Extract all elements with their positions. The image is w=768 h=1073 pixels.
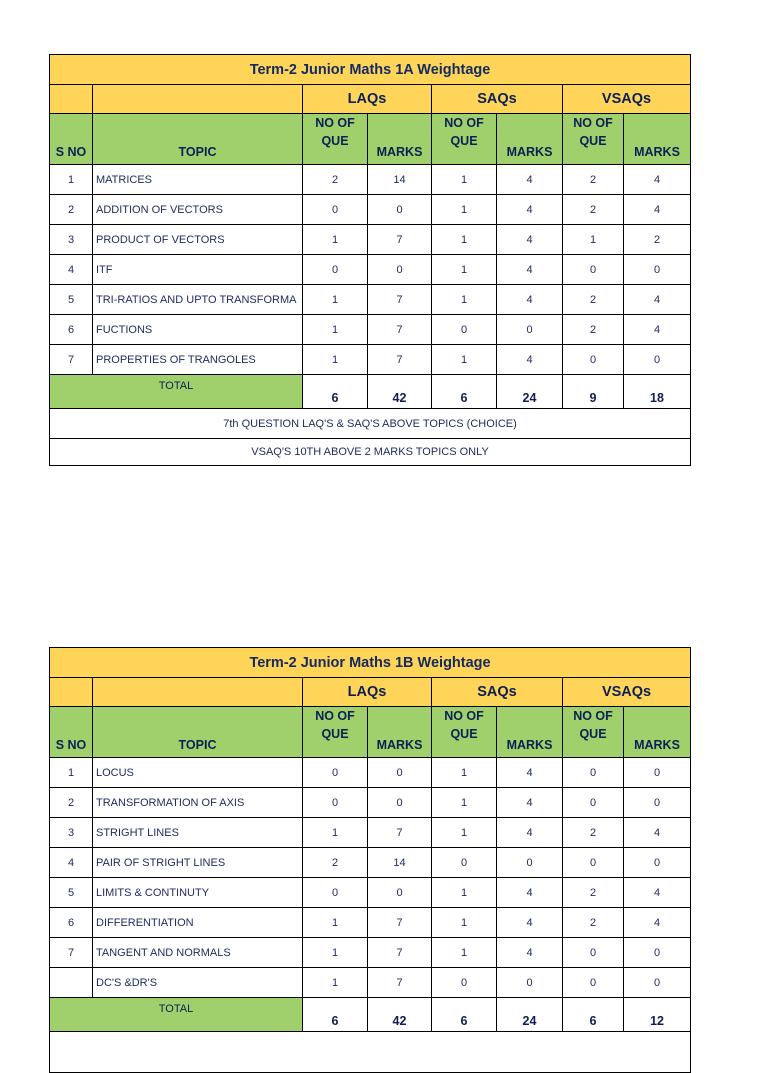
saq-que-cell: 1 xyxy=(432,195,497,225)
vsaq-marks-cell: 0 xyxy=(624,758,691,788)
que-label: QUE xyxy=(579,134,607,148)
laq-que-cell: 1 xyxy=(303,285,368,315)
laq-que-cell: 1 xyxy=(303,345,368,375)
saq-marks-cell: 4 xyxy=(497,345,563,375)
saq-marks-header: MARKS xyxy=(497,707,563,758)
vsaqs-header: VSAQs xyxy=(563,678,691,707)
total-vsaq-marks: 18 xyxy=(624,375,691,409)
total-vsaq-marks: 12 xyxy=(624,998,691,1032)
table-title: Term-2 Junior Maths 1A Weightage xyxy=(50,55,691,85)
laq-marks-cell: 0 xyxy=(368,878,432,908)
vsaq-marks-cell: 2 xyxy=(624,225,691,255)
blank-cell xyxy=(93,678,303,707)
table-row xyxy=(50,255,691,285)
laq-que-cell: 1 xyxy=(303,908,368,938)
sno-cell: 2 xyxy=(50,788,93,818)
saqs-header: SAQs xyxy=(432,85,563,114)
saq-que-cell: 1 xyxy=(432,878,497,908)
no-of-label: NO OF xyxy=(315,116,355,130)
laq-marks-cell: 7 xyxy=(368,908,432,938)
total-saq-marks: 24 xyxy=(497,998,563,1032)
table-row xyxy=(50,165,691,195)
saq-marks-cell: 4 xyxy=(497,225,563,255)
topic-cell: PAIR OF STRIGHT LINES xyxy=(93,848,303,878)
vsaq-marks-cell: 4 xyxy=(624,315,691,345)
table-row xyxy=(50,878,691,908)
table-row xyxy=(50,938,691,968)
saq-que-cell: 1 xyxy=(432,788,497,818)
table-row xyxy=(50,848,691,878)
saq-que-cell: 1 xyxy=(432,255,497,285)
que-label: QUE xyxy=(321,134,349,148)
saq-que-cell: 1 xyxy=(432,938,497,968)
vsaq-que-cell: 2 xyxy=(563,315,624,345)
sno-cell: 6 xyxy=(50,315,93,345)
note-row xyxy=(50,439,691,466)
saq-que-cell: 1 xyxy=(432,225,497,255)
table-row xyxy=(50,225,691,255)
saq-no-of-que-header xyxy=(432,114,497,165)
table-row xyxy=(50,345,691,375)
total-saq-marks: 24 xyxy=(497,375,563,409)
vsaq-marks-cell: 4 xyxy=(624,285,691,315)
saq-marks-cell: 0 xyxy=(497,968,563,998)
laq-que-cell: 0 xyxy=(303,788,368,818)
vsaq-marks-cell: 0 xyxy=(624,345,691,375)
topic-cell: PROPERTIES OF TRANGOLES xyxy=(93,345,303,375)
laq-marks-header: MARKS xyxy=(368,707,432,758)
vsaq-que-cell: 0 xyxy=(563,345,624,375)
empty-note-cell xyxy=(50,1032,691,1073)
saq-marks-cell: 4 xyxy=(497,758,563,788)
saq-que-cell: 0 xyxy=(432,848,497,878)
title-row xyxy=(50,648,691,678)
table-row xyxy=(50,968,691,998)
sno-cell: 1 xyxy=(50,758,93,788)
no-of-label: NO OF xyxy=(315,709,355,723)
vsaq-no-of-que-header xyxy=(563,114,624,165)
weightage-table-1a xyxy=(49,54,691,466)
topic-cell: LIMITS & CONTINUTY xyxy=(93,878,303,908)
saq-marks-cell: 4 xyxy=(497,788,563,818)
vsaqs-header: VSAQs xyxy=(563,85,691,114)
total-laq-marks: 42 xyxy=(368,375,432,409)
saq-que-cell: 1 xyxy=(432,818,497,848)
saq-marks-cell: 0 xyxy=(497,315,563,345)
no-of-label: NO OF xyxy=(444,709,484,723)
table-row xyxy=(50,315,691,345)
saq-marks-cell: 4 xyxy=(497,195,563,225)
laq-no-of-que-header xyxy=(303,114,368,165)
table-row xyxy=(50,788,691,818)
saq-marks-cell: 4 xyxy=(497,818,563,848)
table-row xyxy=(50,758,691,788)
total-row xyxy=(50,375,691,409)
laq-marks-cell: 14 xyxy=(368,848,432,878)
vsaq-marks-cell: 4 xyxy=(624,878,691,908)
vsaq-marks-cell: 4 xyxy=(624,818,691,848)
laq-que-cell: 2 xyxy=(303,165,368,195)
topic-cell: ADDITION OF VECTORS xyxy=(93,195,303,225)
total-saq-que: 6 xyxy=(432,375,497,409)
sno-cell: 5 xyxy=(50,285,93,315)
saq-marks-cell: 4 xyxy=(497,285,563,315)
topic-header: TOPIC xyxy=(93,707,303,758)
saq-marks-cell: 4 xyxy=(497,165,563,195)
vsaq-que-cell: 0 xyxy=(563,848,624,878)
vsaq-que-cell: 0 xyxy=(563,255,624,285)
topic-cell: DIFFERENTIATION xyxy=(93,908,303,938)
sno-cell: 4 xyxy=(50,848,93,878)
vsaq-marks-header: MARKS xyxy=(624,707,691,758)
blank-cell xyxy=(93,85,303,114)
que-label: QUE xyxy=(321,727,349,741)
blank-cell xyxy=(50,85,93,114)
table-row xyxy=(50,908,691,938)
topic-cell: DC'S &DR'S xyxy=(93,968,303,998)
saq-no-of-que-header xyxy=(432,707,497,758)
vsaq-que-cell: 2 xyxy=(563,908,624,938)
laq-marks-cell: 0 xyxy=(368,758,432,788)
total-saq-que: 6 xyxy=(432,998,497,1032)
vsaq-marks-cell: 0 xyxy=(624,938,691,968)
topic-cell: MATRICES xyxy=(93,165,303,195)
laq-que-cell: 2 xyxy=(303,848,368,878)
que-label: QUE xyxy=(579,727,607,741)
saq-que-cell: 1 xyxy=(432,345,497,375)
laq-marks-cell: 7 xyxy=(368,938,432,968)
vsaq-marks-header: MARKS xyxy=(624,114,691,165)
laq-que-cell: 0 xyxy=(303,255,368,285)
laq-que-cell: 1 xyxy=(303,315,368,345)
no-of-label: NO OF xyxy=(573,116,613,130)
table-title: Term-2 Junior Maths 1B Weightage xyxy=(50,648,691,678)
vsaq-que-cell: 2 xyxy=(563,165,624,195)
total-vsaq-que: 6 xyxy=(563,998,624,1032)
sno-cell: 6 xyxy=(50,908,93,938)
saq-que-cell: 1 xyxy=(432,908,497,938)
saq-marks-cell: 0 xyxy=(497,848,563,878)
topic-cell: TANGENT AND NORMALS xyxy=(93,938,303,968)
topic-cell: TRI-RATIOS AND UPTO TRANSFORMA xyxy=(93,285,303,315)
saq-que-cell: 0 xyxy=(432,968,497,998)
topic-cell: FUCTIONS xyxy=(93,315,303,345)
column-header-row xyxy=(50,114,691,165)
vsaq-note: VSAQ'S 10TH ABOVE 2 MARKS TOPICS ONLY xyxy=(50,439,691,466)
note-row xyxy=(50,409,691,439)
vsaq-marks-cell: 4 xyxy=(624,165,691,195)
title-row xyxy=(50,55,691,85)
vsaq-que-cell: 0 xyxy=(563,788,624,818)
empty-note-row xyxy=(50,1032,691,1073)
topic-cell: TRANSFORMATION OF AXIS xyxy=(93,788,303,818)
total-laq-que: 6 xyxy=(303,375,368,409)
total-vsaq-que: 9 xyxy=(563,375,624,409)
vsaq-marks-cell: 4 xyxy=(624,908,691,938)
group-header-row xyxy=(50,85,691,114)
laq-que-cell: 0 xyxy=(303,195,368,225)
sno-header: S NO xyxy=(50,114,93,165)
laq-no-of-que-header xyxy=(303,707,368,758)
vsaq-que-cell: 2 xyxy=(563,878,624,908)
laq-marks-cell: 7 xyxy=(368,285,432,315)
laq-marks-cell: 0 xyxy=(368,788,432,818)
saq-que-cell: 1 xyxy=(432,165,497,195)
total-laq-que: 6 xyxy=(303,998,368,1032)
column-header-row xyxy=(50,707,691,758)
topic-header: TOPIC xyxy=(93,114,303,165)
saq-marks-cell: 4 xyxy=(497,255,563,285)
total-laq-marks: 42 xyxy=(368,998,432,1032)
topic-cell: ITF xyxy=(93,255,303,285)
saq-marks-cell: 4 xyxy=(497,878,563,908)
saqs-header: SAQs xyxy=(432,678,563,707)
que-label: QUE xyxy=(450,134,478,148)
laq-marks-cell: 7 xyxy=(368,315,432,345)
laq-marks-cell: 7 xyxy=(368,225,432,255)
vsaq-que-cell: 1 xyxy=(563,225,624,255)
saq-marks-header: MARKS xyxy=(497,114,563,165)
no-of-label: NO OF xyxy=(444,116,484,130)
sno-header: S NO xyxy=(50,707,93,758)
vsaq-que-cell: 0 xyxy=(563,938,624,968)
laq-que-cell: 0 xyxy=(303,758,368,788)
laq-que-cell: 1 xyxy=(303,225,368,255)
laq-marks-cell: 14 xyxy=(368,165,432,195)
table-row xyxy=(50,818,691,848)
choice-note: 7th QUESTION LAQ'S & SAQ'S ABOVE TOPICS (CHOICE) xyxy=(50,409,691,439)
saq-que-cell: 1 xyxy=(432,285,497,315)
vsaq-que-cell: 2 xyxy=(563,818,624,848)
sno-cell: 3 xyxy=(50,225,93,255)
vsaq-no-of-que-header xyxy=(563,707,624,758)
laqs-header: LAQs xyxy=(303,678,432,707)
laq-que-cell: 0 xyxy=(303,878,368,908)
laq-que-cell: 1 xyxy=(303,818,368,848)
saq-marks-cell: 4 xyxy=(497,938,563,968)
vsaq-que-cell: 2 xyxy=(563,285,624,315)
laqs-header: LAQs xyxy=(303,85,432,114)
vsaq-marks-cell: 0 xyxy=(624,255,691,285)
sno-cell: 5 xyxy=(50,878,93,908)
laq-marks-cell: 7 xyxy=(368,345,432,375)
laq-marks-cell: 0 xyxy=(368,255,432,285)
sno-cell: 3 xyxy=(50,818,93,848)
sno-cell: 4 xyxy=(50,255,93,285)
topic-cell: PRODUCT OF VECTORS xyxy=(93,225,303,255)
vsaq-que-cell: 0 xyxy=(563,968,624,998)
saq-que-cell: 1 xyxy=(432,758,497,788)
sno-cell: 2 xyxy=(50,195,93,225)
sno-cell: 7 xyxy=(50,345,93,375)
total-label: TOTAL xyxy=(50,998,303,1032)
vsaq-marks-cell: 0 xyxy=(624,788,691,818)
no-of-label: NO OF xyxy=(573,709,613,723)
sno-cell: 7 xyxy=(50,938,93,968)
table-row xyxy=(50,195,691,225)
weightage-table-1b xyxy=(49,647,691,1073)
saq-que-cell: 0 xyxy=(432,315,497,345)
laq-que-cell: 1 xyxy=(303,938,368,968)
topic-cell: LOCUS xyxy=(93,758,303,788)
laq-marks-cell: 7 xyxy=(368,818,432,848)
laq-marks-cell: 7 xyxy=(368,968,432,998)
vsaq-marks-cell: 0 xyxy=(624,848,691,878)
vsaq-que-cell: 2 xyxy=(563,195,624,225)
group-header-row xyxy=(50,678,691,707)
vsaq-que-cell: 0 xyxy=(563,758,624,788)
vsaq-marks-cell: 0 xyxy=(624,968,691,998)
table-row xyxy=(50,285,691,315)
laq-marks-header: MARKS xyxy=(368,114,432,165)
que-label: QUE xyxy=(450,727,478,741)
vsaq-marks-cell: 4 xyxy=(624,195,691,225)
topic-cell: STRIGHT LINES xyxy=(93,818,303,848)
total-row xyxy=(50,998,691,1032)
total-label: TOTAL xyxy=(50,375,303,409)
laq-que-cell: 1 xyxy=(303,968,368,998)
blank-cell xyxy=(50,678,93,707)
saq-marks-cell: 4 xyxy=(497,908,563,938)
laq-marks-cell: 0 xyxy=(368,195,432,225)
sno-cell xyxy=(50,968,93,998)
sno-cell: 1 xyxy=(50,165,93,195)
